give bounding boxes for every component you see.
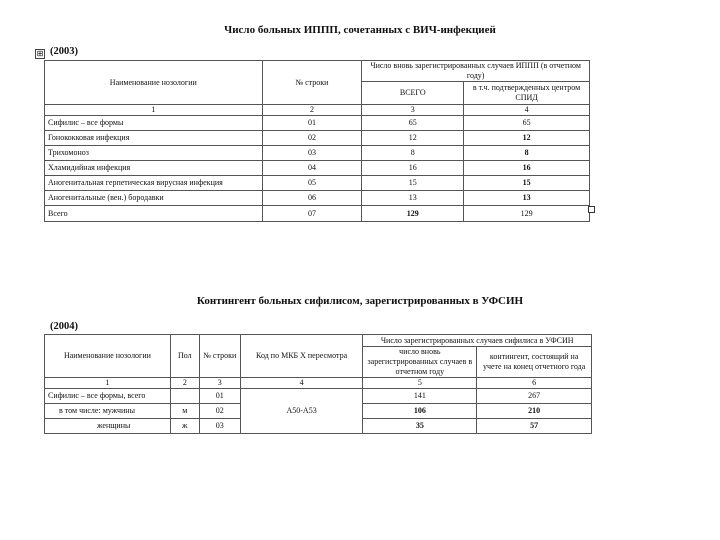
row-contingent: 57 [477,419,592,434]
row-contingent: 210 [477,404,592,419]
row-contingent: 267 [477,389,592,404]
row-number: 06 [262,191,362,206]
header-name: Наименование нозологии [45,61,263,105]
col-number: 1 [45,105,263,116]
row-name: женщины [45,419,171,434]
table-row [45,389,592,404]
header-group: Число вновь зарегистрированных случаев ИППП (в отчетном году) [362,61,590,82]
row-name: Гонококковая инфекция [45,131,263,146]
table-row [45,116,590,131]
col-number: 3 [199,378,240,389]
row-name: Аногенитальная герпетическая вирусная инфекция [45,176,263,191]
row-name: Сифилис – все формы [45,116,263,131]
row-number: 04 [262,161,362,176]
col-number: 2 [262,105,362,116]
col-number: 2 [170,378,199,389]
row-confirmed: 16 [464,161,590,176]
row-name: Аногенитальные (вен.) бородавки [45,191,263,206]
header-confirmed: в т.ч. подтвержденных центром СПИД [464,82,590,105]
row-number: 03 [262,146,362,161]
row-number: 01 [199,389,240,404]
col-number: 6 [477,378,592,389]
header-group: Число зарегистрированных случаев сифилиса в УФСИН [363,335,592,347]
row-total: 8 [362,146,464,161]
row-name: Всего [45,206,263,222]
row-total: 16 [362,161,464,176]
row-number: 05 [262,176,362,191]
header-total: ВСЕГО [362,82,464,105]
table-row [45,146,590,161]
row-number: 02 [262,131,362,146]
row-number: 01 [262,116,362,131]
table-move-icon[interactable]: ⊞ [36,49,44,58]
row-confirmed: 15 [464,176,590,191]
row-number: 07 [262,206,362,222]
row-sex: ж [170,419,199,434]
table-row [45,131,590,146]
row-confirmed: 8 [464,146,590,161]
header-code: Код по МКБ Х пересмотра [240,335,363,378]
table-resize-handle[interactable] [588,206,595,213]
row-total: 129 [362,206,464,222]
table2 [44,334,592,434]
col-number: 4 [240,378,363,389]
row-confirmed: 13 [464,191,590,206]
row-number: 02 [199,404,240,419]
row-new-cases: 141 [363,389,477,404]
col-number: 1 [45,378,171,389]
row-total: 12 [362,131,464,146]
header-sex: Пол [170,335,199,378]
table1-title: Число больных ИППП, сочетанных с ВИЧ-инфекцией [224,24,496,36]
table-row [45,191,590,206]
row-new-cases: 35 [363,419,477,434]
row-name: Трихомоноз [45,146,263,161]
row-new-cases: 106 [363,404,477,419]
row-confirmed: 12 [464,131,590,146]
col-number: 5 [363,378,477,389]
row-sex: м [170,404,199,419]
row-sex [170,389,199,404]
icd-code: А50-А53 [240,389,363,434]
header-row-no: № строки [262,61,362,105]
row-name: Хламидийная инфекция [45,161,263,176]
row-name: в том числе: мужчины [45,404,171,419]
row-name: Сифилис – все формы, всего [45,389,171,404]
row-number: 03 [199,419,240,434]
row-confirmed: 129 [464,206,590,222]
row-confirmed: 65 [464,116,590,131]
table-row [45,161,590,176]
row-total: 15 [362,176,464,191]
header-name: Наименование нозологии [45,335,171,378]
table1-year: (2003) [50,46,78,57]
table-row-total [45,206,590,222]
table2-title: Контингент больных сифилисом, зарегистрированных в УФСИН [196,295,524,307]
col-number: 4 [464,105,590,116]
header-contingent: контингент, состоящий на учете на конец отчетного года [477,347,592,378]
table-row [45,176,590,191]
row-total: 13 [362,191,464,206]
table1 [44,60,590,222]
header-row-no: № строки [199,335,240,378]
col-number: 3 [362,105,464,116]
table2-year: (2004) [50,321,78,332]
row-total: 65 [362,116,464,131]
header-new-cases: число вновь зарегистрированных случаев в отчетном году [363,347,477,378]
